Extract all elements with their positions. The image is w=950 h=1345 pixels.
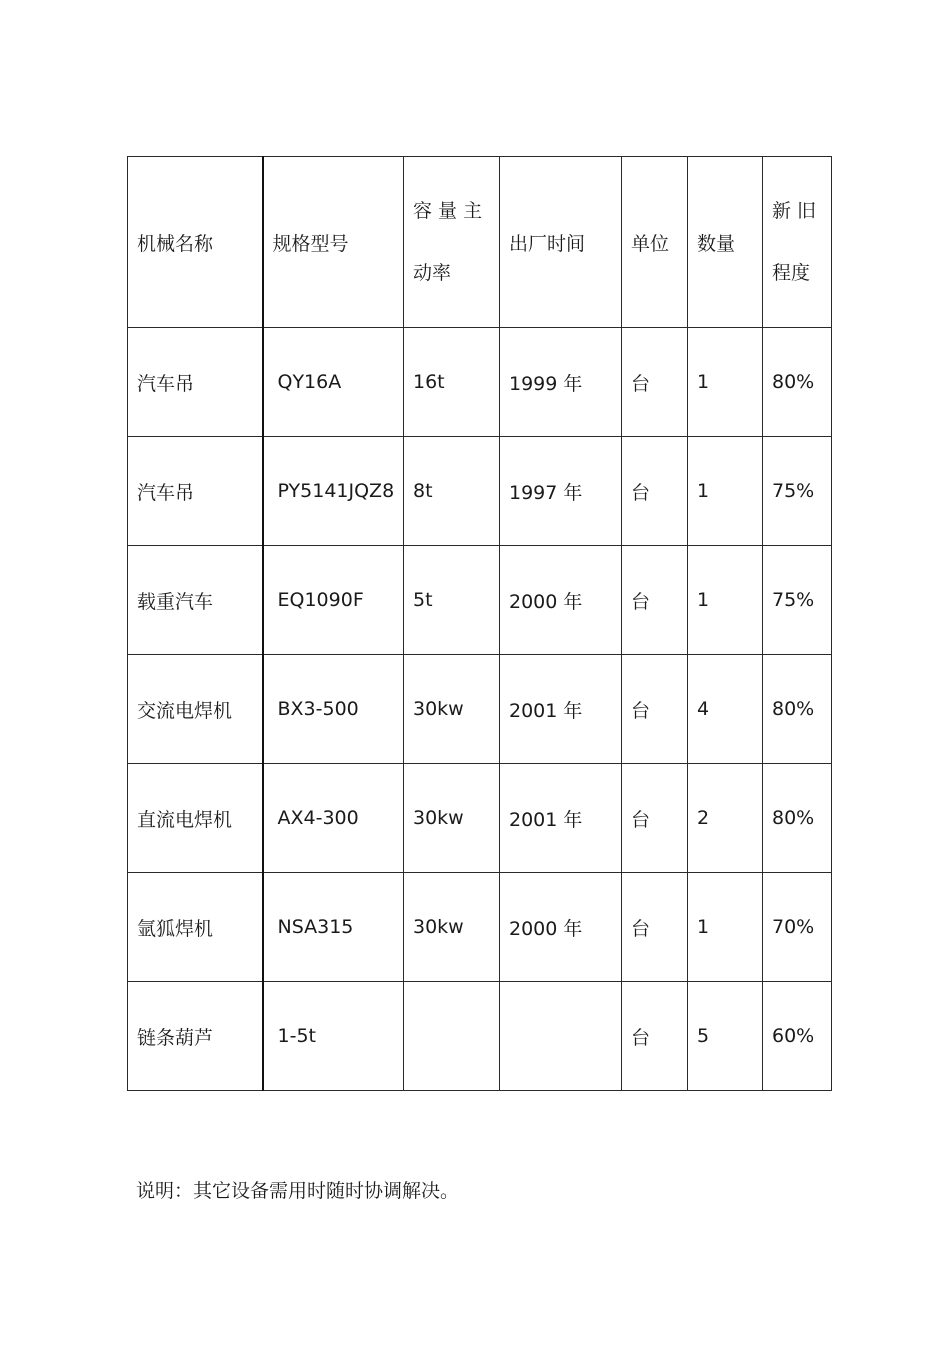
cell-name: 链条葫芦 [128, 982, 263, 1091]
cell-capacity: 8t [404, 437, 500, 546]
cell-model: EQ1090F [263, 546, 404, 655]
header-capacity-line1: 容 量 主 [413, 200, 483, 222]
cell-unit: 台 [622, 546, 688, 655]
header-unit: 单位 [622, 157, 688, 328]
cell-condition: 80% [763, 655, 832, 764]
header-condition-line2: 程度 [772, 262, 811, 284]
cell-name: 直流电焊机 [128, 764, 263, 873]
header-condition-line1: 新 旧 [772, 200, 817, 222]
cell-year: 2000 年 [500, 873, 622, 982]
header-condition [763, 157, 832, 328]
cell-capacity: 30kw [404, 764, 500, 873]
cell-qty: 1 [688, 546, 763, 655]
table-row [128, 546, 832, 655]
cell-capacity: 5t [404, 546, 500, 655]
cell-unit: 台 [622, 764, 688, 873]
cell-qty: 1 [688, 873, 763, 982]
header-name: 机械名称 [128, 157, 263, 328]
cell-condition: 75% [763, 437, 832, 546]
cell-capacity [404, 982, 500, 1091]
note-text: 说明：其它设备需用时随时协调解决。 [136, 1180, 460, 1202]
cell-model: PY5141JQZ8 [263, 437, 404, 546]
table-row [128, 655, 832, 764]
cell-model: 1-5t [263, 982, 404, 1091]
cell-condition: 80% [763, 764, 832, 873]
cell-year: 2001 年 [500, 764, 622, 873]
table-row [128, 982, 832, 1091]
cell-qty: 4 [688, 655, 763, 764]
table-row [128, 437, 832, 546]
cell-model: BX3-500 [263, 655, 404, 764]
cell-capacity: 30kw [404, 655, 500, 764]
cell-condition: 75% [763, 546, 832, 655]
cell-unit: 台 [622, 982, 688, 1091]
cell-year: 2000 年 [500, 546, 622, 655]
cell-model: QY16A [263, 328, 404, 437]
cell-qty: 5 [688, 982, 763, 1091]
header-date: 出厂时间 [500, 157, 622, 328]
cell-condition: 80% [763, 328, 832, 437]
cell-model: AX4-300 [263, 764, 404, 873]
table-header-row [128, 157, 832, 328]
cell-name: 氩狐焊机 [128, 873, 263, 982]
cell-condition: 70% [763, 873, 832, 982]
table-row [128, 764, 832, 873]
cell-unit: 台 [622, 655, 688, 764]
equipment-table [127, 156, 832, 1091]
cell-qty: 1 [688, 328, 763, 437]
table-row [128, 328, 832, 437]
cell-unit: 台 [622, 873, 688, 982]
table-row [128, 873, 832, 982]
header-capacity-line2: 动率 [413, 262, 452, 284]
cell-name: 交流电焊机 [128, 655, 263, 764]
cell-capacity: 16t [404, 328, 500, 437]
cell-qty: 1 [688, 437, 763, 546]
cell-model: NSA315 [263, 873, 404, 982]
cell-year: 1999 年 [500, 328, 622, 437]
cell-year [500, 982, 622, 1091]
cell-unit: 台 [622, 437, 688, 546]
cell-unit: 台 [622, 328, 688, 437]
cell-name: 汽车吊 [128, 437, 263, 546]
header-qty: 数量 [688, 157, 763, 328]
cell-year: 1997 年 [500, 437, 622, 546]
cell-year: 2001 年 [500, 655, 622, 764]
cell-qty: 2 [688, 764, 763, 873]
header-model: 规格型号 [263, 157, 404, 328]
cell-name: 汽车吊 [128, 328, 263, 437]
header-capacity [404, 157, 500, 328]
cell-name: 载重汽车 [128, 546, 263, 655]
cell-condition: 60% [763, 982, 832, 1091]
cell-capacity: 30kw [404, 873, 500, 982]
